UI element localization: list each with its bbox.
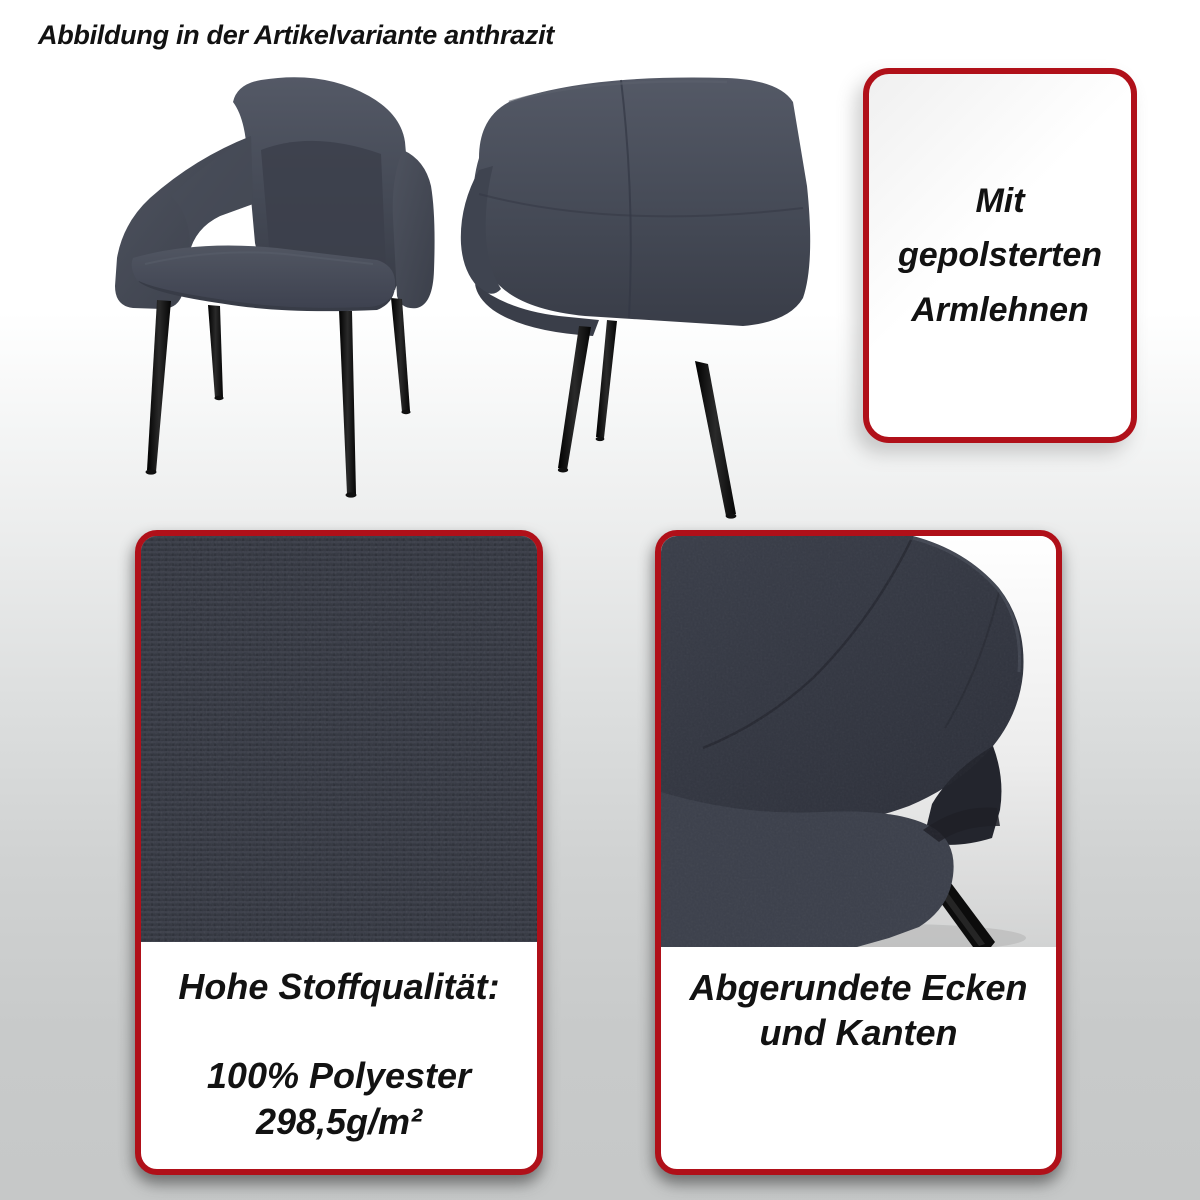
fabric-quality-title: Hohe Stoffqualität: bbox=[178, 966, 500, 1007]
callout-armrests-line2: gepolsterten bbox=[897, 236, 1103, 275]
callout-rounded-corners bbox=[655, 530, 1062, 1175]
callout-fabric-quality bbox=[135, 530, 543, 1175]
callout-corners-line1: Abgerundete Ecken bbox=[689, 967, 1028, 1008]
variant-note: Abbildung in der Artikelvariante anthrazit bbox=[38, 20, 554, 50]
fabric-material: 100% Polyester bbox=[206, 1055, 472, 1097]
callout-armrests-text bbox=[898, 174, 1102, 337]
callout-armrests bbox=[863, 68, 1137, 443]
front-chair-photo bbox=[115, 77, 435, 497]
back-chair-photo bbox=[461, 78, 810, 519]
callout-corners-line2: und Kanten bbox=[759, 1012, 958, 1054]
fabric-swatch-photo bbox=[141, 536, 537, 942]
chair-corner-photo bbox=[661, 536, 1056, 947]
callout-armrests-line1: Mit bbox=[975, 181, 1025, 220]
fabric-weight: 298,5g/m² bbox=[255, 1101, 423, 1143]
callout-fabric-text bbox=[141, 942, 537, 1145]
callout-corners-text bbox=[661, 947, 1056, 1056]
chair-photos bbox=[55, 58, 855, 528]
callout-armrests-line3: Armlehnen bbox=[911, 290, 1089, 329]
